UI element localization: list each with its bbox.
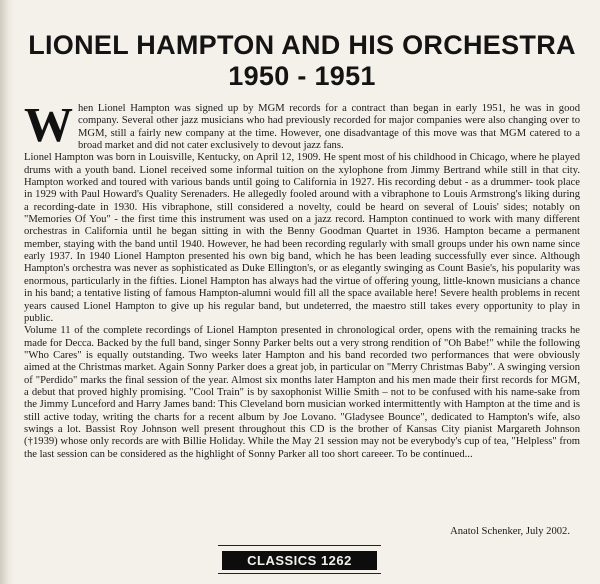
page-years: 1950 - 1951 <box>228 61 376 91</box>
catalog-number-badge: CLASSICS 1262 <box>222 549 377 570</box>
drop-cap: W <box>24 97 73 152</box>
liner-notes-page <box>24 30 580 461</box>
paragraph-biography: Lionel Hampton was born in Louisville, Kentucky, on April 12, 1909. He spent most of his childhood in Chicago, where he played drums with a youth band. Lionel received some informal tuition on the xylophone from Jimmy Bertrand while still in that city. Hampton worked and toured with various bands until going to California in 1927. His recording debut - as a drummer- took place in 1929 with Paul Howard's Quality Serenaders. He allegedly fooled around with a vibraphone to Louis Armstrong's liking during a recording-date in 1930. His vibraphone, still considered a novelty, could be heard on several of Louis' sides; notably on "Memories Of You" - the first time this instrument was used on a jazz record. Hampton continued to work with many different orchestras in California until he began sitting in with the Benny Goodman Quartet in 1936. Hampton became a permanent member, staying with the band until 1940. However, he had been recording regularly with small groups under his own name since early 1937. In 1940 Lionel Hampton presented his own big band, which he has been leading successfully ever since. Although Hampton's orchestra was never as sophisticated as Duke Ellington's, or as elegantly swinging as Count Basie's, his popularity was enormous, particularly in the fifties. Lionel Hampton has always had the virtue of offering young, little-known musicians a chance in his band; a tentative listing of famous Hampton-alumni would fill all the space available here! Severe health problems in recent years caused Lionel Hampton to give up his regular band, but undeterred, the maestro still takes every opportunity to play in public. <box>24 152 580 324</box>
author-signature: Anatol Schenker, July 2002. <box>450 526 570 537</box>
booklet-spine-shadow <box>0 0 14 584</box>
paragraph-intro <box>24 97 580 152</box>
liner-notes-body <box>24 97 580 461</box>
paragraph-intro-text: hen Lionel Hampton was signed up by MGM records for a contract than began in early 1951, he was in good company. Several other jazz musicians who had previously recorded for major companies were also changing over to MGM, still a fairly new company at the time. However, one disadvantage of this move was that MGM catered to a broad market and did not cater exclusively to devout jazz fans. <box>78 103 580 152</box>
paragraph-volume: Volume 11 of the complete recordings of Lionel Hampton presented in chronological order, opens with the remaining tracks he made for Decca. Backed by the full band, singer Sonny Parker belts out a very strong rendition of "Oh Babe!" while the following "Who Cares" is equally outstanding. Two weeks later Hampton and his band recorded two performances that were obviously aimed at the Christmas market. Again Sonny Parker does a great job, in particular on "Merry Christmas Baby". A swinging version of "Perdido" marks the final session of the year. Almost six months later Hampton and his men made their first records for MGM, a debut that proved highly promising. "Cool Train" is by saxophonist Willie Smith – not to be confused with his name-sake from the Jimmy Lunceford and Harry James band: This Cleveland born musician worked intermittently with Hampton at the time and is still active today, writing the charts for a recent album by Joe Lovano. "Gladysee Bounce", dedicated to Hampton's wife, also swings a lot. Bassist Roy Johnson well present throughout this CD is the brother of Kansas City pianist Margareth Johnson (†1939) whose only records are with Billie Holiday. While the May 21 session may not be everybody's cup of tea, "Helpless" from the last session can be considered as the highlight of Sonny Parker all too short careeer. To be continued... <box>24 325 580 460</box>
page-title: LIONEL HAMPTON AND HIS ORCHESTRA <box>28 30 576 60</box>
